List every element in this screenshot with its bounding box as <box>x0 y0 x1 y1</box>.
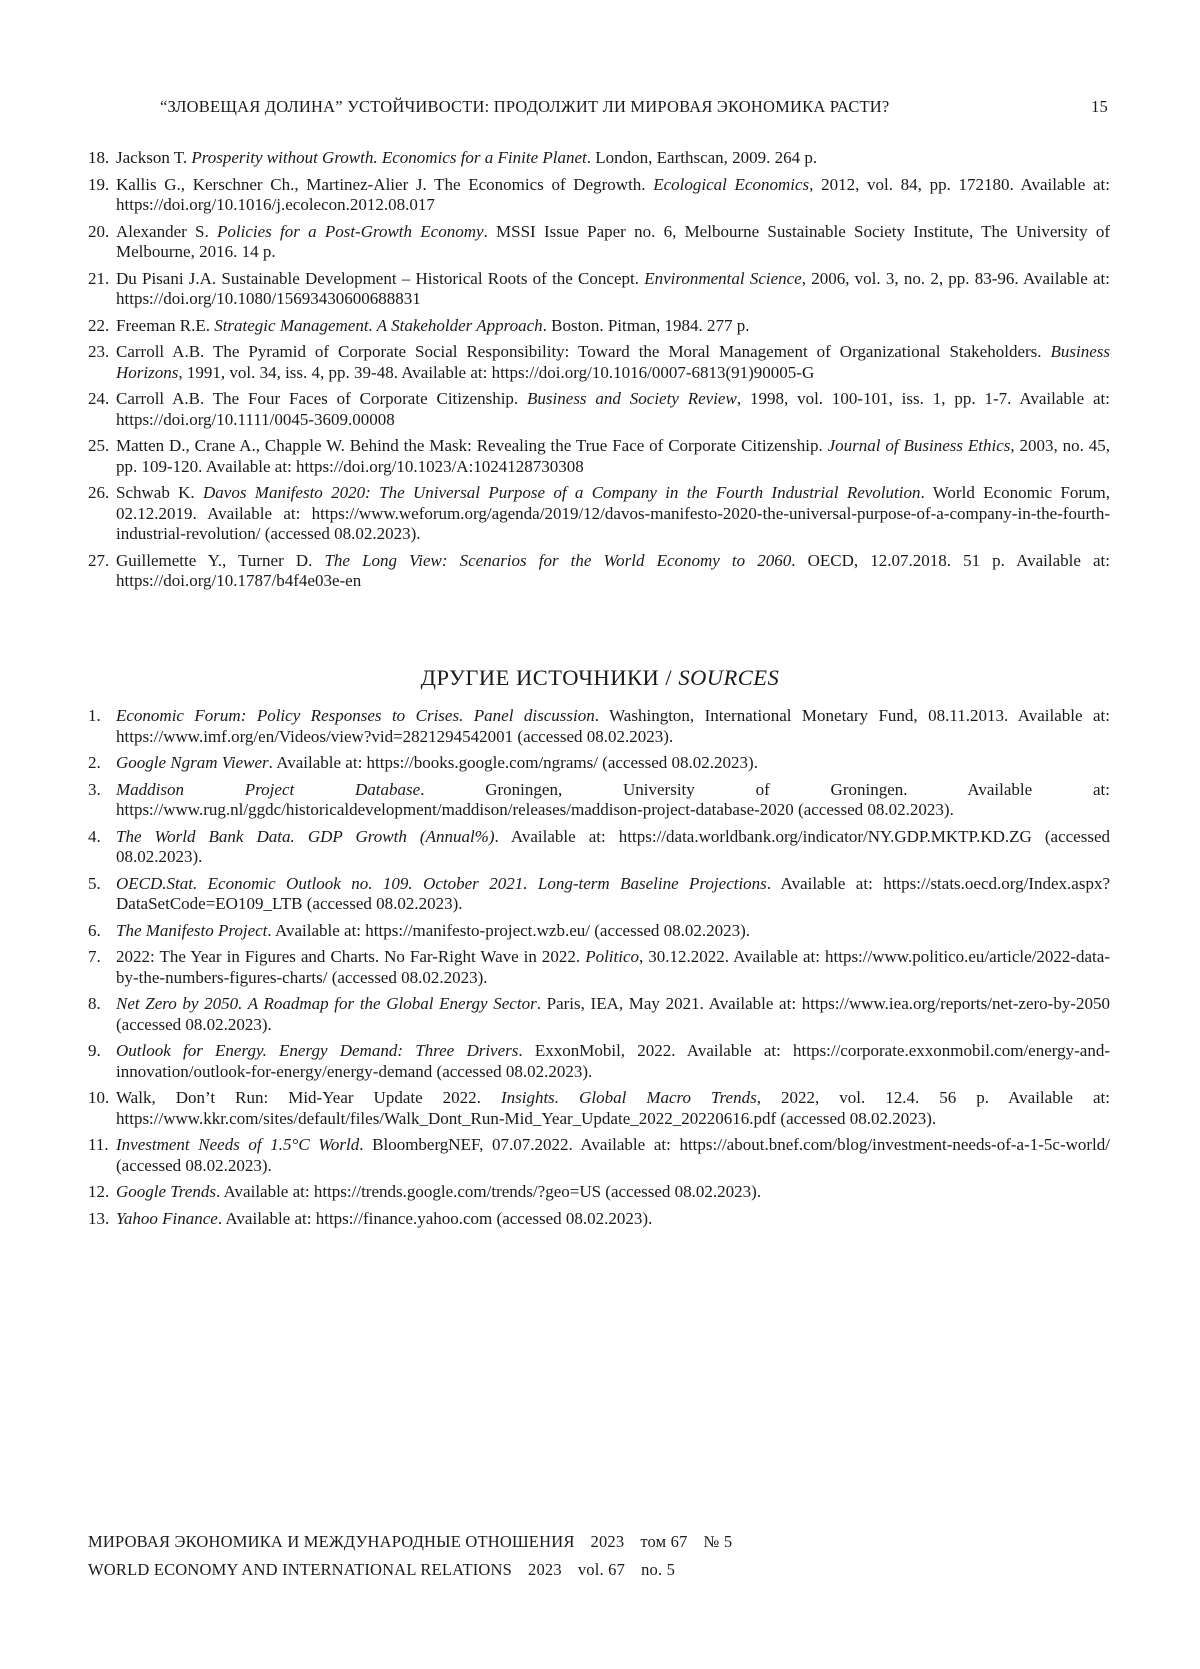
source-title: Investment Needs of 1.5°C World <box>116 1135 359 1154</box>
source-title: Outlook for Energy. Energy Demand: Three Drivers <box>116 1041 518 1060</box>
reference-text: Kallis G., Kerschner Ch., Martinez-Alier J. The Economics of Degrowth. <box>116 175 653 194</box>
footer-en-journal: WORLD ECONOMY AND INTERNATIONAL RELATIONS <box>88 1560 512 1579</box>
source-item <box>88 1135 1110 1176</box>
reference-item <box>88 389 1110 430</box>
source-item <box>88 947 1110 988</box>
reference-text: Guillemette Y., Turner D. <box>116 551 324 570</box>
reference-item <box>88 222 1110 263</box>
source-details: . Available at: https://data.worldbank.org/indicator/NY.GDP.MKTP.KD.ZG (accessed 08.02.2023). <box>116 827 1110 867</box>
source-title: Google Ngram Viewer <box>116 753 269 772</box>
reference-number: 21. <box>88 269 109 290</box>
source-details: . Washington, International Monetary Fund, 08.11.2013. Available at: https://www.imf.org/en/Videos/view?vid=2821294542001 (accessed 08.02.2023). <box>116 706 1110 746</box>
source-number: 1. <box>88 706 101 727</box>
source-item <box>88 780 1110 821</box>
source-item <box>88 1088 1110 1129</box>
reference-number: 27. <box>88 551 109 572</box>
reference-details: , 2003, no. 45, pp. 109-120. Available at: https://doi.org/10.1023/A:1024128730308 <box>116 436 1110 476</box>
reference-number: 18. <box>88 148 109 169</box>
reference-title: Journal of Business Ethics <box>828 436 1011 455</box>
reference-title: Ecological Economics <box>653 175 809 194</box>
reference-number: 26. <box>88 483 109 504</box>
source-details: . ExxonMobil, 2022. Available at: https://corporate.exxonmobil.com/energy-and-innovation/outlook-for-energy/energy-demand (accessed 08.02.2023). <box>116 1041 1110 1081</box>
reference-title: Prosperity without Growth. Economics for a Finite Planet <box>191 148 586 167</box>
reference-item <box>88 148 1110 169</box>
source-item <box>88 921 1110 942</box>
reference-number: 25. <box>88 436 109 457</box>
source-title: Yahoo Finance <box>116 1209 218 1228</box>
reference-title: Policies for a Post-Growth Economy <box>217 222 484 241</box>
source-item <box>88 1182 1110 1203</box>
reference-details: . World Economic Forum, 02.12.2019. Available at: https://www.weforum.org/agenda/2019/12/davos-manifesto-2020-the-universal-purpose-of-a-company-in-the-fourth-industrial-revolution/ (accessed 08.02.2023). <box>116 483 1110 543</box>
footer-en-year: 2023 <box>528 1560 562 1579</box>
reference-title: The Long View: Scenarios for the World Economy to 2060 <box>324 551 791 570</box>
source-number: 8. <box>88 994 101 1015</box>
reference-text: Du Pisani J.A. Sustainable Development – Historical Roots of the Concept. <box>116 269 644 288</box>
source-title: The World Bank Data. GDP Growth (Annual%) <box>116 827 495 846</box>
reference-item <box>88 483 1110 545</box>
reference-text: Carroll A.B. The Pyramid of Corporate Social Responsibility: Toward the Moral Management of Organizational Stakeholders. <box>116 342 1051 361</box>
reference-details: , 1998, vol. 100-101, iss. 1, pp. 1-7. Available at: https://doi.org/10.1111/0045-3609.00008 <box>116 389 1110 429</box>
reference-list <box>88 148 1110 598</box>
source-title: Economic Forum: Policy Responses to Crises. Panel discussion <box>116 706 595 725</box>
source-number: 3. <box>88 780 101 801</box>
source-item <box>88 1041 1110 1082</box>
source-item <box>88 1209 1110 1230</box>
source-details: . Available at: https://finance.yahoo.com (accessed 08.02.2023). <box>218 1209 652 1228</box>
source-title: The Manifesto Project <box>116 921 267 940</box>
source-text: Walk, Don’t Run: Mid-Year Update 2022. <box>116 1088 501 1107</box>
source-number: 11. <box>88 1135 109 1156</box>
running-head <box>88 97 1108 121</box>
footer-ru-number: № 5 <box>704 1532 733 1551</box>
running-head-title: “ЗЛОВЕЩАЯ ДОЛИНА” УСТОЙЧИВОСТИ: ПРОДОЛЖИТ ЛИ МИРОВАЯ ЭКОНОМИКА РАСТИ? <box>160 97 889 117</box>
footer-journal-ru <box>88 1532 732 1552</box>
reference-item <box>88 316 1110 337</box>
source-details: . Available at: https://manifesto-project.wzb.eu/ (accessed 08.02.2023). <box>267 921 750 940</box>
source-title: Net Zero by 2050. A Roadmap for the Global Energy Sector <box>116 994 537 1013</box>
reference-text: Schwab K. <box>116 483 203 502</box>
reference-item <box>88 269 1110 310</box>
source-number: 5. <box>88 874 101 895</box>
source-title: Maddison Project Database <box>116 780 420 799</box>
sources-list <box>88 706 1110 1235</box>
reference-details: , 2006, vol. 3, no. 2, pp. 83-96. Available at: https://doi.org/10.1080/15693430600688831 <box>116 269 1110 309</box>
source-title: Google Trends <box>116 1182 216 1201</box>
sources-heading-ru: ДРУГИЕ ИСТОЧНИКИ / <box>421 665 679 690</box>
reference-title: Business Horizons <box>116 342 1110 382</box>
footer-ru-year: 2023 <box>591 1532 625 1551</box>
source-item <box>88 994 1110 1035</box>
source-item <box>88 827 1110 868</box>
source-number: 12. <box>88 1182 109 1203</box>
source-item <box>88 874 1110 915</box>
footer-en-volume: vol. 67 <box>578 1560 625 1579</box>
reference-text: Carroll A.B. The Four Faces of Corporate Citizenship. <box>116 389 527 408</box>
source-number: 10. <box>88 1088 109 1109</box>
source-details: , 2022, vol. 12.4. 56 p. Available at: https://www.kkr.com/sites/default/files/Walk_Dont_Run-Mid_Year_Update_2022_20220616.pdf (accessed 08.02.2023). <box>116 1088 1110 1128</box>
footer-en-number: no. 5 <box>641 1560 675 1579</box>
reference-number: 20. <box>88 222 109 243</box>
reference-item <box>88 342 1110 383</box>
source-title: Politico <box>585 947 639 966</box>
source-details: , 30.12.2022. Available at: https://www.politico.eu/article/2022-data-by-the-numbers-figures-charts/ (accessed 08.02.2023). <box>116 947 1110 987</box>
reference-details: . OECD, 12.07.2018. 51 p. Available at: https://doi.org/10.1787/b4f4e03e-en <box>116 551 1110 591</box>
source-item <box>88 753 1110 774</box>
source-details: . Groningen, University of Groningen. Available at: https://www.rug.nl/ggdc/historicaldevelopment/maddison/releases/maddison-project-database-2020 (accessed 08.02.2023). <box>116 780 1110 820</box>
source-text: 2022: The Year in Figures and Charts. No Far-Right Wave in 2022. <box>116 947 585 966</box>
source-number: 7. <box>88 947 101 968</box>
reference-details: . MSSI Issue Paper no. 6, Melbourne Sustainable Society Institute, The University of Melbourne, 2016. 14 p. <box>116 222 1110 262</box>
source-title: Insights. Global Macro Trends <box>501 1088 757 1107</box>
reference-text: Matten D., Crane A., Chapple W. Behind the Mask: Revealing the True Face of Corporate Citizenship. <box>116 436 828 455</box>
source-number: 6. <box>88 921 101 942</box>
source-number: 4. <box>88 827 101 848</box>
reference-number: 24. <box>88 389 109 410</box>
source-details: . Available at: https://trends.google.com/trends/?geo=US (accessed 08.02.2023). <box>216 1182 761 1201</box>
reference-item <box>88 551 1110 592</box>
reference-number: 22. <box>88 316 109 337</box>
reference-details: , 1991, vol. 34, iss. 4, pp. 39-48. Available at: https://doi.org/10.1016/0007-6813(91)90005-G <box>178 363 814 382</box>
sources-heading-en: SOURCES <box>678 665 779 690</box>
page-number: 15 <box>1091 97 1108 117</box>
sources-heading <box>0 665 1200 691</box>
reference-number: 19. <box>88 175 109 196</box>
reference-item <box>88 436 1110 477</box>
reference-title: Business and Society Review <box>527 389 737 408</box>
source-details: . Paris, IEA, May 2021. Available at: https://www.iea.org/reports/net-zero-by-2050 (accessed 08.02.2023). <box>116 994 1110 1034</box>
footer-journal-en <box>88 1560 675 1580</box>
source-number: 9. <box>88 1041 101 1062</box>
reference-details: , 2012, vol. 84, pp. 172180. Available at: https://doi.org/10.1016/j.ecolecon.2012.08.017 <box>116 175 1110 215</box>
reference-text: Jackson T. <box>116 148 191 167</box>
reference-number: 23. <box>88 342 109 363</box>
reference-text: Alexander S. <box>116 222 217 241</box>
source-details: . Available at: https://books.google.com/ngrams/ (accessed 08.02.2023). <box>269 753 758 772</box>
source-title: OECD.Stat. Economic Outlook no. 109. October 2021. Long-term Baseline Projections <box>116 874 767 893</box>
source-number: 13. <box>88 1209 109 1230</box>
source-details: . Available at: https://stats.oecd.org/Index.aspx? DataSetCode=EO109_LTB (accessed 08.02.2023). <box>116 874 1110 914</box>
reference-details: . London, Earthscan, 2009. 264 p. <box>587 148 817 167</box>
reference-title: Environmental Science <box>644 269 802 288</box>
source-number: 2. <box>88 753 101 774</box>
reference-details: . Boston. Pitman, 1984. 277 p. <box>543 316 750 335</box>
reference-item <box>88 175 1110 216</box>
source-details: . BloombergNEF, 07.07.2022. Available at: https://about.bnef.com/blog/investment-needs-of-a-1-5c-world/ (accessed 08.02.2023). <box>116 1135 1110 1175</box>
reference-text: Freeman R.E. <box>116 316 214 335</box>
reference-title: Strategic Management. A Stakeholder Approach <box>214 316 542 335</box>
source-item <box>88 706 1110 747</box>
footer-ru-journal: МИРОВАЯ ЭКОНОМИКА И МЕЖДУНАРОДНЫЕ ОТНОШЕНИЯ <box>88 1532 575 1551</box>
reference-title: Davos Manifesto 2020: The Universal Purpose of a Company in the Fourth Industrial Revolution <box>203 483 920 502</box>
footer-ru-volume: том 67 <box>640 1532 687 1551</box>
